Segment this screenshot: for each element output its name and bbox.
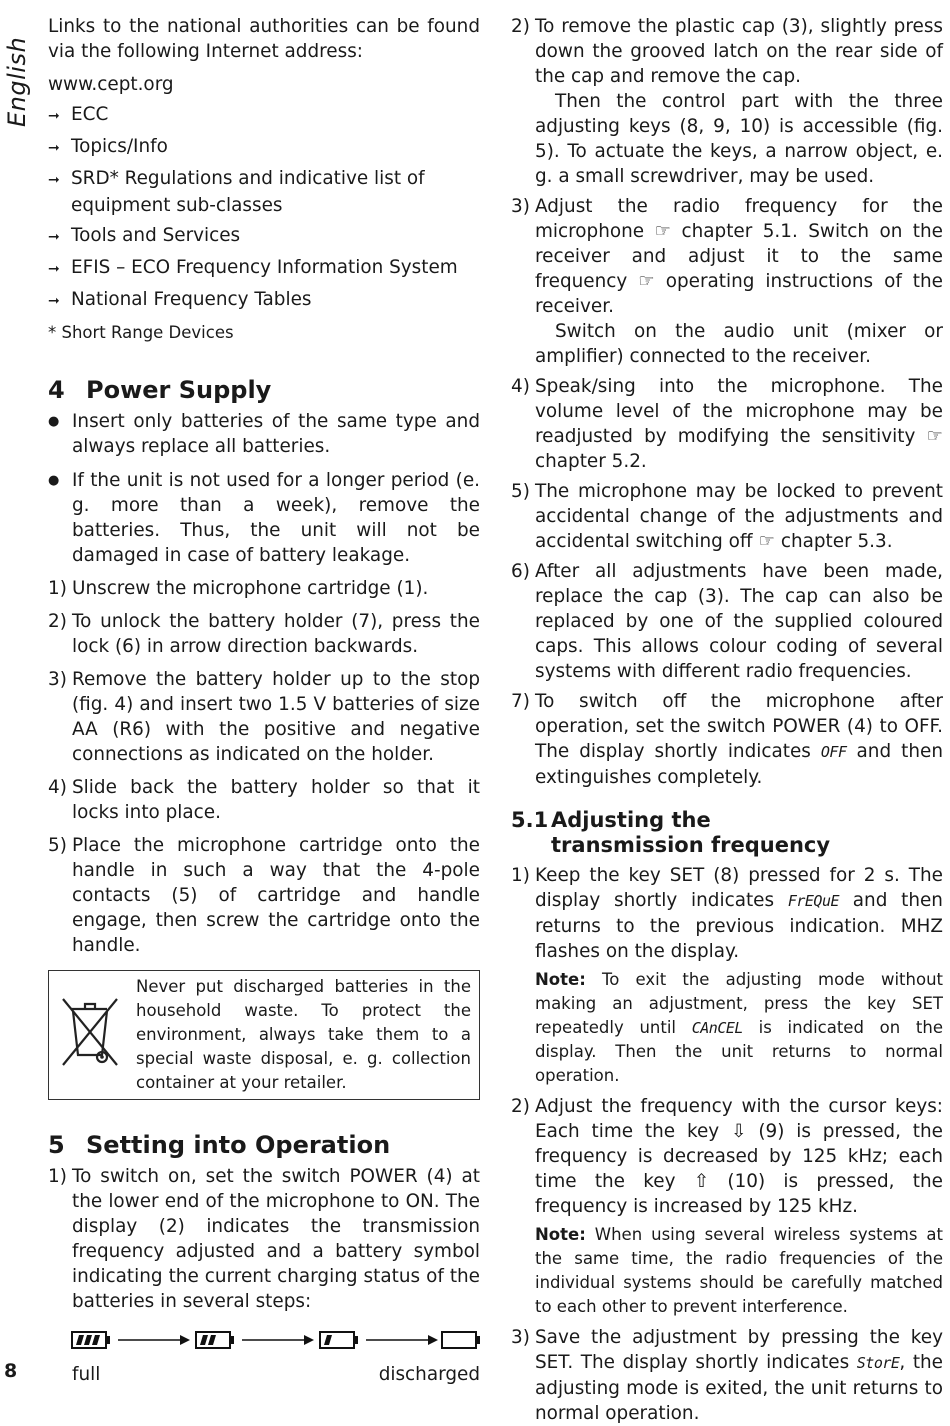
link-list xyxy=(48,102,480,314)
lcd-text-off: OFF xyxy=(820,743,847,761)
step-item: 1) To switch on, set the switch POWER (4) at the lower end of the microphone to ON. The display (2) indicates the transmission frequency adjusted and a battery symbol indicating the current charging status of the batteries in several steps: xyxy=(48,1166,480,1312)
battery-two-thirds-icon xyxy=(196,1332,234,1348)
step-item: 3) Adjust the radio frequency for the microphone ☞ chapter 5.1. Switch on the receiver and adjust it to the same frequency ☞ operating instructions of the receiver. xyxy=(511,196,943,317)
step-item: 3) Remove the battery holder up to the stop (fig. 4) and insert two 1.5 V batteries of size AA (R6) with the positive and negative connections as indicated on the holder. xyxy=(48,669,480,765)
link-item[interactable]: ➞ ECC xyxy=(48,102,480,129)
bullet-item: ● Insert only batteries of the same type and always replace all batteries. xyxy=(48,409,480,459)
battery-status-diagram xyxy=(48,1326,480,1385)
step-item: 5) The microphone may be locked to prevent accidental change of the adjustments and accidental switching off ☞ chapter 5.3. xyxy=(511,481,943,552)
arrow-down-key-icon: ⇩ xyxy=(731,1121,747,1142)
note: Note: To exit the adjusting mode without making an adjustment, press the key SET repeatedly until CAnCEL is indicated on the display. Then the unit returns to normal operation. xyxy=(535,970,943,1085)
left-column xyxy=(48,14,480,1385)
crossed-bin-icon xyxy=(59,993,121,1071)
bullet-item: ● If the unit is not used for a longer period (e. g. more than a week), remove the batteries. Thus, the unit will not be damaged in case of battery leakage. xyxy=(48,468,480,568)
step-continuation: Then the control part with the three adjusting keys (8, 9, 10) is accessible (fig. 5). To actuate the keys, a narrow object, e. g. a small screwdriver, may be used. xyxy=(535,91,943,187)
battery-full-icon xyxy=(72,1332,110,1348)
step-item: 1) Unscrew the microphone cartridge (1). xyxy=(48,578,429,599)
battery-level-icons xyxy=(48,1326,480,1356)
link-item[interactable]: ➞ Tools and Services xyxy=(48,223,480,250)
lcd-text-store: StorE xyxy=(856,1354,900,1372)
step-continuation: Switch on the audio unit (mixer or amplifier) connected to the receiver. xyxy=(535,321,943,367)
reference-hand-icon: ☞ xyxy=(654,221,672,242)
link-item[interactable]: ➞ Topics/Info xyxy=(48,134,480,161)
step-item: 4) Speak/sing into the microphone. The volume level of the microphone may be readjusted by modifying the sensitivity ☞ chapter 5.2. xyxy=(511,376,943,472)
battery-empty-icon xyxy=(442,1332,480,1348)
step-item: 6) After all adjustments have been made, replace the cap (3). The cap can also be replaced by one of the supplied coloured caps. This allows colour coding of several systems with different radio frequencies. xyxy=(511,561,943,682)
step-item: 2) Adjust the frequency with the cursor keys: Each time the key ⇩ (9) is pressed, the frequency is decreased by 125 kHz; each time the key ⇧ (10) is pressed, the frequency is increased by 125 kHz. xyxy=(511,1096,943,1217)
cept-url[interactable]: www.cept.org xyxy=(48,74,174,95)
link-item[interactable]: ➞ EFIS – ECO Frequency Information System xyxy=(48,255,480,282)
step-item: 4) Slide back the battery holder so that it locks into place. xyxy=(48,777,480,823)
section-heading-adjusting-frequency: 5.1 Adjusting the transmission frequency xyxy=(511,808,831,857)
battery-one-third-icon xyxy=(320,1332,358,1348)
page-number: 8 xyxy=(4,1360,18,1382)
language-tab xyxy=(2,18,32,128)
reference-hand-icon: ☞ xyxy=(638,271,655,292)
disposal-notice xyxy=(48,970,480,1100)
right-column xyxy=(511,14,943,1426)
battery-label-full: full xyxy=(72,1364,101,1385)
step-item: 2) To remove the plastic cap (3), slightly press down the grooved latch on the rear side of the cap and remove the cap. xyxy=(511,16,943,87)
reference-hand-icon: ☞ xyxy=(758,531,775,552)
arrow-up-key-icon: ⇧ xyxy=(693,1171,710,1192)
note: Note: When using several wireless systems at the same time, the radio frequencies of the individual systems should be carefully matched to each other to prevent interference. xyxy=(535,1225,943,1316)
lcd-text-cancel: CAnCEL xyxy=(691,1019,743,1037)
step-item: 3) Save the adjustment by pressing the key SET. The display shortly indicates StorE, the adjusting mode is exited, the unit returns to normal operation. xyxy=(511,1327,944,1424)
disposal-notice-text: Never put discharged batteries in the household waste. To protect the environment, always take them to a special waste disposal, e. g. collection container at your retailer. xyxy=(136,977,471,1092)
battery-label-discharged: discharged xyxy=(378,1364,480,1385)
language-label: English xyxy=(3,36,31,127)
step-item: 7) To switch off the microphone after operation, set the switch POWER (4) to OFF. The display shortly indicates OFF and then extinguishes completely. xyxy=(511,691,943,788)
links-intro: Links to the national authorities can be found via the following Internet address: xyxy=(48,16,480,62)
step-item: 2) To unlock the battery holder (7), press the lock (6) in arrow direction backwards. xyxy=(48,611,480,657)
footnote: * Short Range Devices xyxy=(48,323,234,342)
reference-hand-icon: ☞ xyxy=(926,426,943,447)
lcd-text-freque: FrEQuE xyxy=(787,892,840,910)
step-item: 1) Keep the key SET (8) pressed for 2 s. The display shortly indicates FrEQuE and then returns to the previous indication. MHZ flashes on the display. xyxy=(511,865,943,962)
step-item: 5) Place the microphone cartridge onto the handle in such a way that the 4-pole contacts (5) of cartridge and handle engage, then screw the cartridge onto the handle. xyxy=(48,835,480,956)
section-heading-power-supply: 4 Power Supply xyxy=(48,376,272,404)
link-item[interactable]: ➞ National Frequency Tables xyxy=(48,287,480,314)
link-item[interactable]: ➞ SRD* Regulations and indicative list of equipment sub-classes xyxy=(48,166,480,218)
section-heading-setting-into-operation: 5 Setting into Operation xyxy=(48,1131,391,1159)
